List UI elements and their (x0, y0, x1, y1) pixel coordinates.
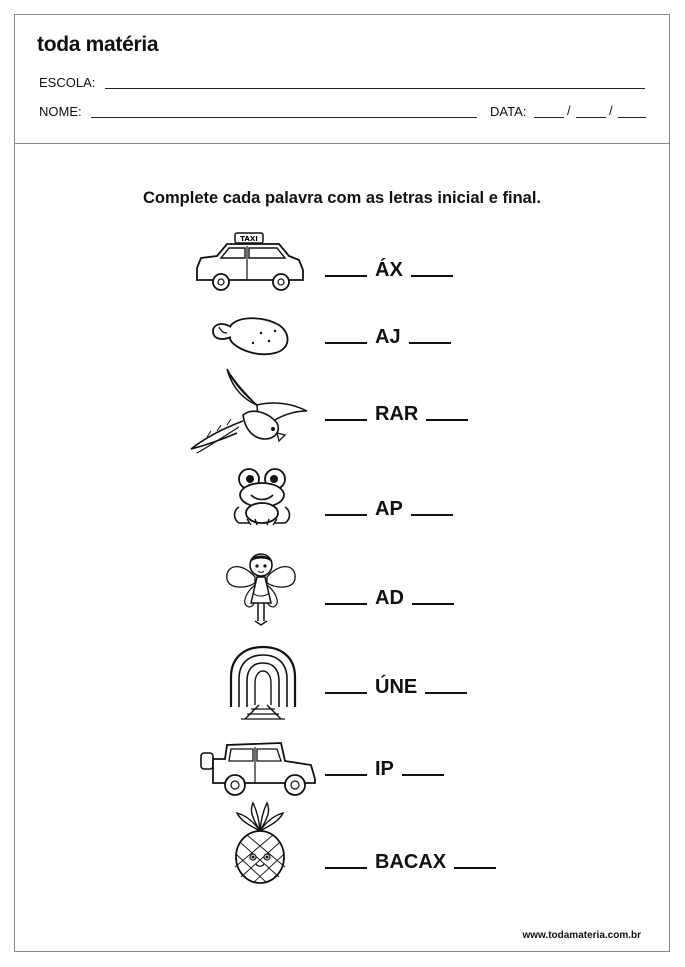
blank-initial[interactable] (325, 340, 367, 344)
blank-final[interactable] (411, 512, 453, 516)
blank-final[interactable] (454, 865, 496, 869)
word-5 (325, 587, 454, 610)
word-fragment: ÚNE (375, 676, 418, 698)
taxi-sign: TAXI (240, 235, 258, 243)
date-separator-2: / (609, 103, 613, 118)
blank-initial[interactable] (325, 273, 367, 277)
word-3 (325, 403, 468, 426)
school-label: ESCOLA: (39, 75, 96, 90)
blank-initial[interactable] (325, 865, 367, 869)
cashew-icon (209, 313, 293, 355)
word-fragment: AJ (375, 326, 401, 348)
blank-initial[interactable] (325, 690, 367, 694)
frog-icon (229, 467, 295, 529)
worksheet-header (15, 15, 669, 144)
blank-initial[interactable] (325, 772, 367, 776)
parrot-icon (187, 365, 313, 455)
blank-final[interactable] (412, 601, 454, 605)
jeep-icon (199, 739, 319, 799)
word-4 (325, 498, 453, 521)
tunnel-icon (225, 645, 303, 721)
date-year-line[interactable] (618, 117, 646, 118)
blank-final[interactable] (402, 772, 444, 776)
taxi-icon (193, 230, 307, 292)
word-6 (325, 676, 467, 699)
blank-initial[interactable] (325, 512, 367, 516)
footer-url[interactable]: www.todamateria.com.br (522, 930, 641, 941)
date-label: DATA: (490, 104, 527, 119)
word-fragment: AD (375, 587, 404, 609)
blank-initial[interactable] (325, 417, 367, 421)
blank-final[interactable] (425, 690, 467, 694)
worksheet (14, 14, 670, 952)
word-fragment: ÁX (375, 259, 403, 281)
school-line[interactable] (105, 88, 645, 89)
word-2 (325, 326, 451, 349)
pineapple-icon (227, 801, 293, 887)
blank-final[interactable] (409, 340, 451, 344)
word-1 (325, 259, 453, 282)
name-line[interactable] (91, 117, 477, 118)
date-day-line[interactable] (534, 117, 564, 118)
word-8 (325, 851, 496, 874)
word-7 (325, 758, 444, 781)
fairy-icon (221, 547, 301, 629)
word-fragment: RAR (375, 403, 419, 425)
word-fragment: AP (375, 498, 403, 520)
blank-initial[interactable] (325, 601, 367, 605)
instruction: Complete cada palavra com as letras inicial e final. (142, 189, 541, 207)
date-separator-1: / (567, 103, 571, 118)
name-label: NOME: (39, 104, 82, 119)
blank-final[interactable] (411, 273, 453, 277)
blank-final[interactable] (426, 417, 468, 421)
word-fragment: BACAX (375, 851, 447, 873)
word-fragment: IP (375, 758, 394, 780)
date-month-line[interactable] (576, 117, 606, 118)
logo: toda matéria (37, 33, 159, 56)
